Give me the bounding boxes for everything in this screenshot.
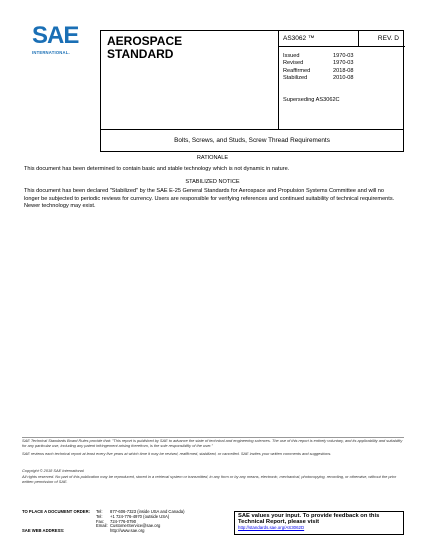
order-line-key: Tel: — [96, 513, 103, 519]
order-line-key: Tel: — [96, 509, 103, 514]
title-line-1: AEROSPACE — [107, 34, 183, 48]
feedback-box — [234, 511, 404, 535]
rationale-text: This document has been determined to contain basic and stable technology which is not dynamic in nature. — [24, 166, 290, 172]
logo-subtitle: INTERNATIONAL. — [32, 50, 70, 55]
order-line-value: 877-606-7323 (inside USA and Canada) — [110, 509, 185, 514]
date-value: 1970-03 — [333, 53, 354, 59]
technical-standards-rules: SAE Technical Standards Board Rules provide that: "This report is published by SAE to advance the state of technical and engineering sciences. The use of this report is entirely voluntary, and its applicability and suitability for any particular use, including any patent infringement arising therefrom, is the sole responsibility of the user." — [22, 438, 403, 448]
web-address-label: SAE WEB ADDRESS: — [22, 528, 65, 534]
date-value: 2018-08 — [333, 67, 354, 74]
date-label: Issued — [283, 53, 300, 59]
sae-logo — [32, 24, 92, 64]
review-notice: SAE reviews each technical report at least every five years at which time it may be revised, reaffirmed, stabilized, or cancelled. SAE invites your written comments and suggestions. — [22, 451, 332, 456]
date-label: Revised — [283, 60, 304, 67]
doc-number-cell — [279, 31, 359, 47]
date-row — [283, 75, 354, 82]
superseding-note: Superseding AS3062C — [283, 97, 340, 103]
feedback-line-1: SAE values your input. To provide feedback on this — [238, 513, 380, 519]
stabilized-heading: STABILIZED NOTICE — [185, 179, 240, 185]
order-line-value: +1 724-776-4970 (outside USA) — [110, 513, 170, 519]
date-label: Stabilized — [283, 74, 308, 81]
feedback-line-2: Technical Report, please visit — [238, 519, 320, 526]
logo-mark: SAE — [32, 22, 79, 49]
date-row — [283, 60, 354, 67]
doc-trademark: ™ — [306, 35, 315, 42]
revision-cell: REV. D — [359, 31, 405, 47]
rationale-heading: RATIONALE — [196, 155, 229, 161]
doc-number: AS3062 — [283, 35, 307, 42]
date-history — [283, 53, 354, 82]
date-value: 2010-08 — [333, 74, 354, 81]
stabilized-text: This document has been declared "Stabilized" by the SAE E-25 General Standards for Aerospace and Propulsion Systems Committee and will no longer be subjected to periodic reviews for currency. Users are responsible for verifying references and continued suitability of technical requirements. Newer technology may exist. — [24, 188, 395, 210]
date-value: 1970-03 — [333, 60, 354, 67]
order-line-value: 724-776-0790 — [110, 518, 137, 524]
date-row — [283, 53, 354, 60]
copyright: Copyright © 2018 SAE International — [22, 468, 84, 473]
rights-reserved: All rights reserved. No part of this publication may be reproduced, stored in a retrieval system or transmitted, in any form or by any means, electronic, mechanical, photocopying, recording, or otherwise, without the prior written permission of SAE. — [22, 474, 397, 484]
date-label: Reaffirmed — [283, 67, 311, 74]
order-line-value: CustomerService@sae.org — [110, 523, 161, 529]
order-line-key: Fax: — [96, 518, 105, 524]
order-label: TO PLACE A DOCUMENT ORDER: — [22, 509, 91, 514]
document-header — [100, 30, 404, 130]
feedback-link[interactable]: http://standards.sae.org/AS3062D — [238, 525, 305, 531]
order-line-key: Email: — [96, 523, 108, 529]
date-row — [283, 68, 354, 75]
web-address[interactable]: http://www.sae.org — [110, 528, 145, 534]
document-subject: Bolts, Screws, and Studs, Screw Thread Requirements — [100, 130, 404, 152]
title-cell — [101, 31, 279, 130]
title-line-2: STANDARD — [107, 47, 174, 61]
document-type-title — [107, 35, 182, 61]
order-info — [22, 510, 185, 534]
